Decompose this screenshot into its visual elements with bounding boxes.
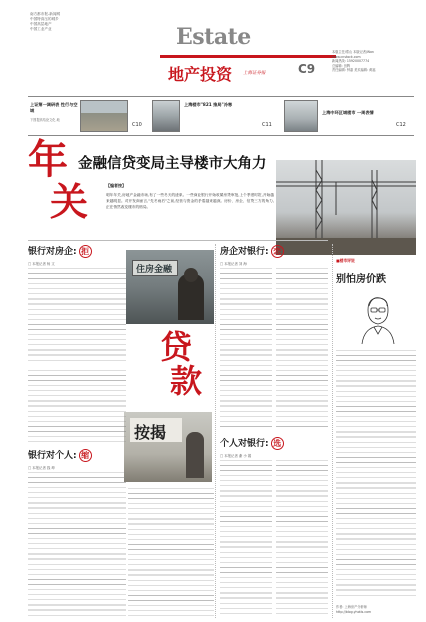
- mortgage-photo: [124, 412, 212, 482]
- photo-label-dai: 贷: [160, 328, 193, 366]
- editor-note: [106, 172, 274, 230]
- headline-divider: [28, 240, 328, 241]
- section-bank-to-developer: [28, 244, 126, 364]
- left-column-body-2: [28, 370, 126, 442]
- masthead-left-line: 中国特高压的城乡: [30, 17, 59, 21]
- masthead: [0, 0, 426, 94]
- columnist-portrait: [358, 294, 398, 344]
- teaser-page: C12: [396, 122, 406, 128]
- teaser-title: 上证第一调研表 性行与空域: [30, 102, 78, 113]
- column-title: 别怕房价跌: [336, 274, 386, 285]
- editor-note-text: 明年年关,房地产金融市场,有了一些冬天的迹象。一些商业银行开始收紧房贷审批,上个季度时报,开始越来越明显。对开发商而言,"先冬雨后"之前,经营与资金的矛盾越来越深。房价、房企、信贷三方的角力,正在悄然改变楼市的格局。: [106, 193, 274, 209]
- column-divider: [215, 244, 216, 618]
- masthead-right-line: 责任编辑: 钟嘉 美术编辑: 黄福: [332, 68, 376, 73]
- teaser-title: 上海楼市"821 推局"冷寒: [184, 102, 233, 107]
- article-body: [220, 460, 272, 616]
- teaser-2[interactable]: [152, 100, 282, 134]
- section-subtitle: 上海证券报: [243, 71, 266, 76]
- photo-label-kuan: 款: [170, 362, 203, 400]
- teaser-page: C10: [132, 122, 142, 128]
- article-body: [220, 268, 272, 430]
- big-char-guan: 关: [50, 179, 89, 224]
- section-individual-to-bank: [220, 436, 328, 616]
- teaser-strip: [28, 96, 414, 136]
- big-char-nian: 年: [28, 136, 68, 183]
- masthead-left-line: 中国工业产业: [30, 27, 52, 31]
- headline: 金融信贷变局主导楼市大角力: [78, 156, 267, 172]
- masthead-left-line: 南方都市报-新闻网: [30, 12, 61, 16]
- section-head: 个人对银行: 选: [220, 436, 328, 450]
- photo-label-anjie: 按揭: [134, 423, 167, 442]
- masthead-right-line: 本版主任/郑山 本版记者/Wan: [332, 50, 374, 54]
- column-tag: ■楼市评说: [336, 258, 355, 263]
- masthead-right-line: 总编辑: 田辉: [332, 63, 351, 68]
- article-body: [276, 460, 328, 616]
- estate-logo: Estate: [176, 24, 251, 50]
- byline: □ 本报记者 钱 坤: [28, 466, 55, 470]
- column-url: http://blog.yhotis.com: [336, 610, 372, 614]
- section-head: 银行对房企: 拒: [28, 244, 126, 258]
- teaser-thumb: [80, 100, 128, 132]
- section-developer-to-bank: [220, 244, 328, 430]
- masthead-right-line: www.cnstock.com: [332, 54, 361, 59]
- column-footer: 作者: 上海房产分析师: [336, 605, 367, 609]
- page-code: C9: [298, 62, 316, 76]
- section-head: 银行对个人: 缩: [28, 448, 126, 462]
- editor-label: 【编者按】: [106, 183, 126, 188]
- opinion-column: [336, 258, 416, 618]
- teaser-thumb: [152, 100, 180, 132]
- teaser-1[interactable]: [28, 100, 150, 134]
- masthead-left-line: 中国高层地产: [30, 22, 52, 26]
- article-body: [276, 268, 328, 430]
- article-body: [28, 472, 126, 616]
- title-bar: [160, 55, 336, 58]
- masthead-left-info: [30, 12, 150, 32]
- masthead-right-line: 新闻热线: 15920007774: [332, 59, 370, 64]
- byline: □ 本报记者 杨 文: [28, 262, 55, 266]
- article-body: [28, 268, 126, 364]
- middle-column-body-1: [128, 488, 214, 616]
- middle-column-body-0: [216, 250, 218, 252]
- teaser-sub: 下图提高结论文化 地: [30, 118, 60, 122]
- byline: □ 本报记者 刘 海: [220, 262, 247, 266]
- section-bank-to-individual: [28, 448, 126, 616]
- teaser-page: C11: [262, 122, 272, 128]
- masthead-right-info: [332, 50, 422, 73]
- column-body: [336, 350, 416, 600]
- column-divider: [332, 244, 333, 618]
- bank-photo: 住房金融: [126, 250, 214, 324]
- teaser-thumb: [284, 100, 318, 132]
- byline: □ 本报记者 谢 小 娟: [220, 454, 252, 458]
- section-title: 地产投资: [168, 65, 233, 84]
- teaser-3[interactable]: [284, 100, 414, 134]
- section-head: 房企对银行: 恋: [220, 244, 328, 258]
- teaser-title: 上海中环区域楼市 一周表情: [322, 110, 374, 115]
